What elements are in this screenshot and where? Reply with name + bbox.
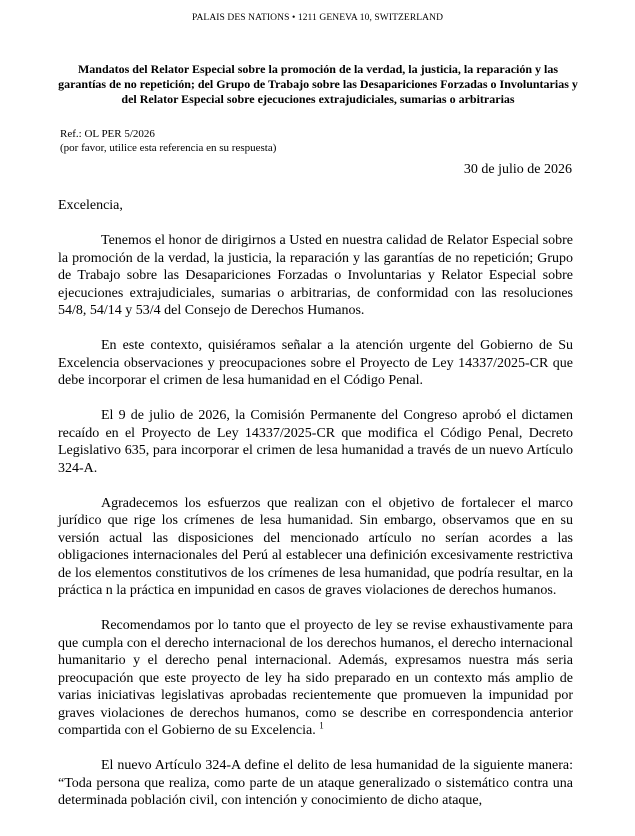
footnote-marker[interactable]: 1	[319, 720, 324, 731]
paragraph-2: En este contexto, quisiéramos señalar a la atención urgente del Gobierno de Su Excelencia observaciones y preocupaciones sobre el Proyecto de Ley 14337/2025-CR que debe incorporar el crimen de lesa humanidad en el Código Penal.	[58, 338, 573, 388]
paragraph-4: Agradecemos los esfuerzos que realizan con el objetivo de fortalecer el marco jurídico que rige los crímenes de lesa humanidad. Sin embargo, observamos que en su versión actual las disposiciones del mencionado artículo no serían acordes a las obligaciones internacionales del Perú al establecer una definición excesivamente restrictiva de los elementos constitutivos de los crímenes de lesa humanidad, que podría resultar, en la práctica n la práctica en impunidad en casos de graves violaciones de derechos humanos.	[58, 495, 573, 598]
salutation: Excelencia,	[58, 198, 123, 213]
paragraph-1: Tenemos el honor de dirigirnos a Usted en nuestra calidad de Relator Especial sobre la promoción de la verdad, la justicia, la reparación y las garantías de no repetición; Grupo de Trabajo sobre las Desapariciones Forzadas o Involuntarias y Relator Especial sobre ejecuciones extrajudiciales, sumarias o arbitrarias, de conformidad con las resoluciones 54/8, 54/14 y 53/4 del Consejo de Derechos Humanos.	[58, 233, 573, 318]
reference-block	[60, 127, 276, 155]
header-address: PALAIS DES NATIONS • 1211 GENEVA 10, SWITZERLAND	[191, 13, 444, 23]
paragraph-3: El 9 de julio de 2026, la Comisión Permanente del Congreso aprobó el dictamen recaído en el Proyecto de Ley 14337/2025-CR que modifica el Código Penal, Decreto Legislativo 635, para incorporar el crimen de lesa humanidad a través de un nuevo Artículo 324-A.	[58, 408, 573, 476]
mandates-title: Mandatos del Relator Especial sobre la promoción de la verdad, la justicia, la reparación y las garantías de no repetición; del Grupo de Trabajo sobre las Desapariciones Forzadas o Involuntarias y del Relator Especial sobre ejecuciones extrajudiciales, sumarias o arbitrarias	[58, 62, 578, 106]
paragraph-5	[58, 617, 573, 740]
paragraph-6: El nuevo Artículo 324-A define el delito de lesa humanidad de la siguiente manera: “Toda persona que realiza, como parte de un ataque generalizado o sistemático contra una determinada población civil, con intención y conocimiento de dicho ataque,	[58, 758, 573, 808]
paragraph-5-text: Recomendamos por lo tanto que el proyecto de ley se revise exhaustivamente para que cumpla con el derecho internacional de los derechos humanos, el derecho internacional humanitario y el derecho penal internacional. Además, expresamos nuestra más seria preocupación que este proyecto de ley ha sido preparado en un contexto más amplio de varias iniciativas legislativas aprobadas recientemente que promueven la impunidad por graves violaciones de derechos humanos, como se describe en correspondencia anterior compartida con el Gobierno de su Excelencia.	[58, 618, 573, 738]
reference-number: Ref.: OL PER 5/2026	[60, 128, 155, 140]
letter-body	[58, 232, 573, 827]
letter-date: 30 de julio de 2026	[463, 162, 572, 177]
reference-note: (por favor, utilice esta referencia en su respuesta)	[60, 142, 277, 154]
